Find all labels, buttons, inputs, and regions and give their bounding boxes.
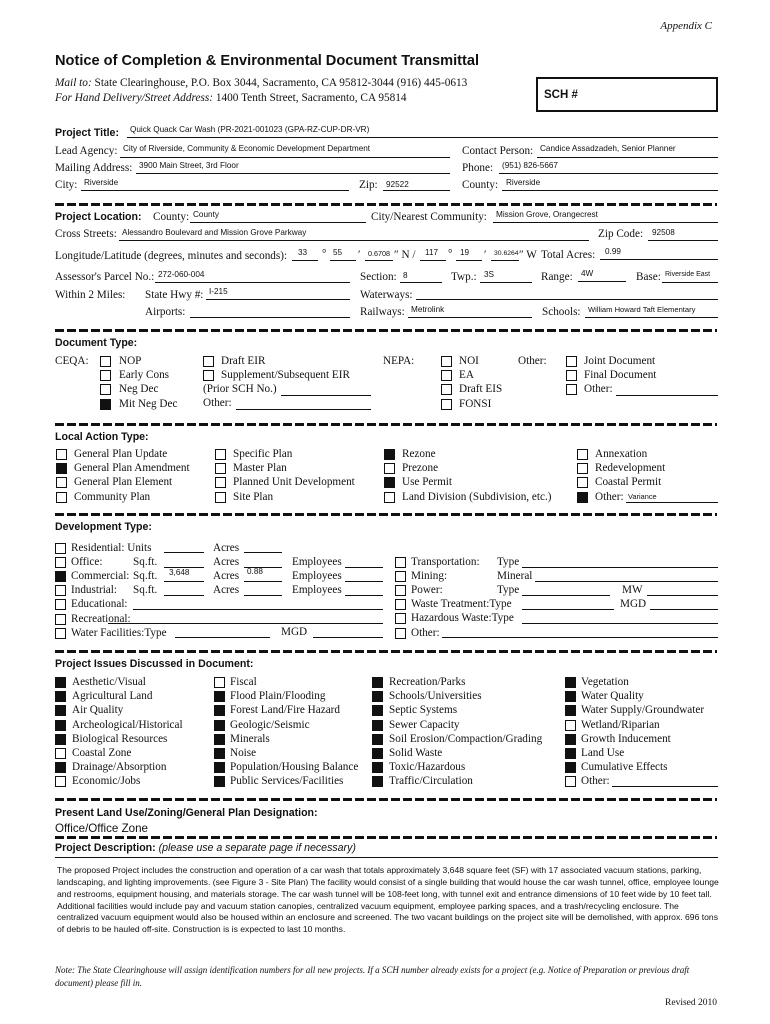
educational-checkbox[interactable] — [55, 599, 66, 610]
industrial-checkbox[interactable] — [55, 585, 66, 596]
traffic-circulation-label: Traffic/Circulation — [389, 775, 473, 788]
section-value[interactable]: 8 — [403, 271, 408, 280]
rezone-label: Rezone — [402, 448, 436, 460]
local-action-other-value[interactable]: Variance — [628, 492, 657, 501]
project-title-label: Project Title: — [55, 127, 119, 139]
section-divider — [55, 513, 717, 516]
minerals-label: Minerals — [230, 732, 270, 745]
nop-label: NOP — [119, 355, 142, 367]
city-label: City: — [55, 179, 78, 191]
location-county-value[interactable]: County — [193, 210, 219, 219]
community-value[interactable]: Mission Grove, Orangecrest — [496, 210, 598, 219]
residential-acres-label: Acres — [213, 542, 240, 554]
prezone-label: Prezone — [402, 462, 439, 475]
project-location-heading: Project Location: — [55, 211, 142, 223]
waste-treatment-type-label: Waste Treatment:Type — [411, 598, 512, 611]
toxic-hazardous-checkbox[interactable] — [372, 762, 383, 773]
industrial-sqft-label: Sq.ft. — [133, 584, 158, 596]
joint-document-checkbox[interactable] — [566, 356, 577, 367]
geologic-seismic-checkbox[interactable] — [214, 720, 225, 731]
lat-minutes[interactable]: 55 — [333, 248, 343, 257]
section-label: Section: — [360, 271, 397, 283]
total-acres-value[interactable]: 0.99 — [605, 247, 621, 256]
lon-minutes[interactable]: 19 — [460, 248, 470, 257]
phone-label: Phone: — [462, 162, 494, 174]
public-services-facilities-checkbox[interactable] — [214, 776, 225, 787]
wetland-riparian-label: Wetland/Riparian — [581, 718, 660, 731]
cross-streets-label: Cross Streets: — [55, 228, 117, 240]
other-label: Other: — [595, 490, 624, 503]
commercial-acres-label: Acres — [213, 570, 240, 582]
office-sqft-label: Sq.ft. — [133, 556, 158, 568]
other-checkbox[interactable] — [395, 628, 406, 639]
sch-label: SCH # — [544, 89, 578, 101]
other-label: Other: — [584, 383, 613, 396]
local-action-heading: Local Action Type: — [55, 431, 149, 443]
master-plan-checkbox[interactable] — [215, 463, 226, 474]
septic-systems-checkbox[interactable] — [372, 705, 383, 716]
project-description-text[interactable]: The proposed Project includes the construction and operation of a car wash that totals approximately 3,648 square feet (SF) with 17 associated vacuum stations, parking, landscaping, and lighting improvements. (see Figure 3 - Site Plan) The facility would consist of a single building that would house the car wash tunnel, office, employee lounge and restrooms, equipment housing, and materials storage. The car wash tunnel will be 108-feet long, with tunnel exit and entrance dimensions of 10 feet wide by 10 feet tall. Additional facilities would include pay and vacuum station canopies, centralized vacuum equipment, employee parking spaces, and a trash/recycling enclosure. The centralized vacuum equipment would also be housed within an enclosure and screened. The two vacant buildings on the project site will be demolished, with approx. 696 tons of debris to be hauled off-site. Construction is is expected to last 10 months. — [57, 865, 719, 935]
minerals-checkbox[interactable] — [214, 734, 225, 745]
site-plan-label: Site Plan — [233, 490, 274, 503]
sewer-capacity-label: Sewer Capacity — [389, 718, 460, 731]
hazardous-waste-type-checkbox[interactable] — [395, 613, 406, 624]
prezone-checkbox[interactable] — [384, 463, 395, 474]
nop-checkbox[interactable] — [100, 356, 111, 367]
air-quality-checkbox[interactable] — [55, 705, 66, 716]
mining-mineral-label: Mineral — [497, 570, 533, 582]
project-issues-heading: Project Issues Discussed in Document: — [55, 658, 254, 670]
use-permit-label: Use Permit — [402, 476, 453, 489]
industrial-employees-label: Employees — [292, 584, 342, 596]
schools-universities-checkbox[interactable] — [372, 691, 383, 702]
agricultural-land-checkbox[interactable] — [55, 691, 66, 702]
general-plan-element-label: General Plan Element — [74, 476, 173, 489]
water-supply-groundwater-checkbox[interactable] — [565, 705, 576, 716]
flood-plain-flooding-checkbox[interactable] — [214, 691, 225, 702]
sch-number-box[interactable] — [536, 77, 718, 112]
economic-jobs-checkbox[interactable] — [55, 776, 66, 787]
ea-label: EA — [459, 369, 474, 382]
community-plan-label: Community Plan — [74, 490, 151, 503]
other-label: Other: — [411, 626, 440, 639]
fiscal-label: Fiscal — [230, 676, 257, 688]
waste-treatment-type-checkbox[interactable] — [395, 599, 406, 610]
prior-sch-label: (Prior SCH No.) — [203, 383, 277, 395]
waste-mgd-label: MGD — [620, 598, 647, 610]
nepa-label: NEPA: — [383, 355, 415, 367]
general-plan-element-checkbox[interactable] — [56, 477, 67, 488]
commercial-employees-label: Employees — [292, 570, 342, 582]
section-divider — [55, 836, 717, 839]
zip-label: Zip: — [359, 179, 378, 191]
land-use-checkbox[interactable] — [565, 748, 576, 759]
archeological-historical-label: Archeological/Historical — [72, 718, 183, 731]
revised-label: Revised 2010 — [665, 998, 717, 1008]
rezone-checkbox[interactable] — [384, 449, 395, 460]
agricultural-land-label: Agricultural Land — [72, 690, 153, 703]
document-type-heading: Document Type: — [55, 337, 138, 349]
solid-waste-checkbox[interactable] — [372, 748, 383, 759]
joint-document-label: Joint Document — [584, 355, 656, 367]
apn-value[interactable]: 272-060-004 — [158, 270, 205, 279]
public-services-facilities-label: Public Services/Facilities — [230, 775, 344, 788]
soil-erosion-compaction-grading-label: Soil Erosion/Compaction/Grading — [389, 732, 543, 745]
draft-eir-label: Draft EIR — [221, 355, 266, 367]
other-label: Other: — [581, 775, 610, 788]
early-cons-checkbox[interactable] — [100, 370, 111, 381]
total-acres-label: Total Acres: — [541, 249, 596, 261]
ea-checkbox[interactable] — [441, 370, 452, 381]
contact-person-label: Contact Person: — [462, 145, 534, 157]
office-label: Office: — [71, 556, 103, 569]
location-zip-label: Zip Code: — [598, 228, 644, 240]
noi-checkbox[interactable] — [441, 356, 452, 367]
draft-eir-checkbox[interactable] — [203, 356, 214, 367]
section-divider — [55, 650, 717, 653]
lead-agency-value[interactable]: City of Riverside, Community & Economic Development Department — [123, 144, 371, 153]
water-quality-label: Water Quality — [581, 690, 644, 703]
neg-dec-label: Neg Dec — [119, 383, 159, 396]
degree-symbol: ° — [448, 248, 453, 260]
section-divider — [55, 798, 717, 801]
water-supply-groundwater-label: Water Supply/Groundwater — [581, 704, 705, 717]
ceqa-label: CEQA: — [55, 355, 89, 367]
base-label: Base: — [636, 271, 661, 283]
project-description-heading: Project Description: (please use a separate page if necessary) — [55, 842, 356, 854]
mail-to-line: Mail to: State Clearinghouse, P.O. Box 3044, Sacramento, CA 95812-3044 (916) 445-0613 — [55, 77, 468, 89]
latlong-label: Longitude/Latitude (degrees, minutes and seconds): — [55, 250, 288, 262]
schools-universities-label: Schools/Universities — [389, 690, 482, 703]
vegetation-checkbox[interactable] — [565, 677, 576, 688]
noise-checkbox[interactable] — [214, 748, 225, 759]
mailing-address-value[interactable]: 3900 Main Street, 3rd Floor — [139, 161, 239, 170]
biological-resources-checkbox[interactable] — [55, 734, 66, 745]
noise-label: Noise — [230, 747, 257, 759]
general-plan-amendment-checkbox[interactable] — [56, 463, 67, 474]
recreation-parks-label: Recreation/Parks — [389, 676, 466, 688]
specific-plan-label: Specific Plan — [233, 448, 293, 460]
section-divider — [55, 329, 717, 332]
population-housing-balance-label: Population/Housing Balance — [230, 761, 359, 774]
project-title-value[interactable]: Quick Quack Car Wash (PR-2021-001023 (GPA-RZ-CUP-DR-VR) — [130, 125, 370, 134]
minute-symbol: ′ — [484, 249, 487, 261]
city-value[interactable]: Riverside — [84, 178, 119, 187]
water-facilities-type-checkbox[interactable] — [55, 628, 66, 639]
land-division-subdivision-etc-checkbox[interactable] — [384, 492, 395, 503]
state-hwy-value[interactable]: I-215 — [209, 287, 228, 296]
development-type-heading: Development Type: — [55, 521, 152, 533]
lat-degrees[interactable]: 33 — [298, 248, 308, 257]
fiscal-checkbox[interactable] — [214, 677, 225, 688]
residential-units-checkbox[interactable] — [55, 543, 66, 554]
master-plan-label: Master Plan — [233, 462, 287, 475]
commercial-label: Commercial: — [71, 570, 130, 583]
county-label: County: — [462, 179, 499, 191]
water-mgd-label: MGD — [281, 626, 308, 638]
power-label: Power: — [411, 584, 443, 597]
recreational-checkbox[interactable] — [55, 614, 66, 625]
fonsi-label: FONSI — [459, 397, 492, 410]
land-division-subdivision-etc-label: Land Division (Subdivision, etc.) — [402, 490, 552, 503]
power-type-label: Type — [497, 584, 520, 596]
commercial-checkbox[interactable] — [55, 571, 66, 582]
final-document-label: Final Document — [584, 369, 657, 382]
recreation-parks-checkbox[interactable] — [372, 677, 383, 688]
geologic-seismic-label: Geologic/Seismic — [230, 718, 310, 731]
noi-label: NOI — [459, 355, 479, 367]
air-quality-label: Air Quality — [72, 704, 124, 717]
land-use-label: Land Use — [581, 747, 625, 759]
planned-unit-development-checkbox[interactable] — [215, 477, 226, 488]
coastal-zone-label: Coastal Zone — [72, 747, 132, 759]
railways-value[interactable]: Metrolink — [411, 305, 445, 314]
section-divider — [55, 203, 717, 206]
contact-person-value[interactable]: Candice Assadzadeh, Senior Planner — [540, 144, 676, 153]
recreational-label: Recreational: — [71, 612, 131, 625]
lead-agency-label: Lead Agency: — [55, 145, 118, 157]
county-value[interactable]: Riverside — [506, 178, 541, 187]
mit-neg-dec-checkbox[interactable] — [100, 399, 111, 410]
transportation-type-label: Type — [497, 556, 520, 568]
ceqa-other-label: Other: — [203, 397, 232, 409]
use-permit-checkbox[interactable] — [384, 477, 395, 488]
drainage-absorption-label: Drainage/Absorption — [72, 761, 167, 774]
redevelopment-checkbox[interactable] — [577, 463, 588, 474]
site-plan-checkbox[interactable] — [215, 492, 226, 503]
transportation-label: Transportation: — [411, 556, 480, 568]
mining-checkbox[interactable] — [395, 571, 406, 582]
north-label: ″ N / — [394, 249, 416, 261]
cumulative-effects-label: Cumulative Effects — [581, 761, 668, 774]
hazardous-waste-type-label: Hazardous Waste:Type — [411, 612, 514, 625]
growth-inducement-checkbox[interactable] — [565, 734, 576, 745]
supplement-eir-checkbox[interactable] — [203, 370, 214, 381]
industrial-label: Industrial: — [71, 584, 117, 597]
community-plan-checkbox[interactable] — [56, 492, 67, 503]
aesthetic-visual-label: Aesthetic/Visual — [72, 676, 146, 688]
forest-land-fire-hazard-checkbox[interactable] — [214, 705, 225, 716]
office-acres-label: Acres — [213, 556, 240, 568]
section-divider — [55, 423, 717, 426]
flood-plain-flooding-label: Flood Plain/Flooding — [230, 690, 326, 703]
land-use-heading: Present Land Use/Zoning/General Plan Designation: — [55, 807, 318, 819]
lon-degrees[interactable]: 117 — [425, 248, 439, 257]
land-use-value[interactable]: Office/Office Zone — [55, 822, 149, 835]
planned-unit-development-label: Planned Unit Development — [233, 476, 355, 489]
schools-label: Schools: — [542, 306, 581, 318]
office-employees-label: Employees — [292, 556, 342, 568]
early-cons-label: Early Cons — [119, 369, 170, 382]
waterways-label: Waterways: — [360, 289, 413, 301]
mit-neg-dec-label: Mit Neg Dec — [119, 397, 178, 410]
airports-label: Airports: — [145, 306, 186, 318]
coastal-zone-checkbox[interactable] — [55, 748, 66, 759]
west-label: ″ W — [519, 249, 537, 261]
coastal-permit-checkbox[interactable] — [577, 477, 588, 488]
range-value[interactable]: 4W — [581, 269, 594, 278]
office-checkbox[interactable] — [55, 557, 66, 568]
schools-value[interactable]: William Howard Taft Elementary — [588, 305, 696, 314]
aesthetic-visual-checkbox[interactable] — [55, 677, 66, 688]
forest-land-fire-hazard-label: Forest Land/Fire Hazard — [230, 704, 340, 717]
hand-delivery-line: For Hand Delivery/Street Address: 1400 Tenth Street, Sacramento, CA 95814 — [55, 92, 407, 104]
community-label: City/Nearest Community: — [371, 211, 487, 223]
range-label: Range: — [541, 271, 573, 283]
vegetation-label: Vegetation — [581, 676, 629, 688]
doc-other-label: Other: — [518, 355, 547, 367]
railways-label: Railways: — [360, 306, 405, 318]
soil-erosion-compaction-grading-checkbox[interactable] — [372, 734, 383, 745]
phone-value[interactable]: (951) 826-5667 — [502, 161, 558, 170]
commercial-acres-value[interactable]: 0.88 — [247, 567, 263, 576]
drainage-absorption-checkbox[interactable] — [55, 762, 66, 773]
solid-waste-label: Solid Waste — [389, 747, 443, 759]
specific-plan-checkbox[interactable] — [215, 449, 226, 460]
wetland-riparian-checkbox[interactable] — [565, 720, 576, 731]
power-checkbox[interactable] — [395, 585, 406, 596]
growth-inducement-label: Growth Inducement — [581, 732, 671, 745]
fonsi-checkbox[interactable] — [441, 399, 452, 410]
annexation-checkbox[interactable] — [577, 449, 588, 460]
base-value[interactable]: Riverside East — [665, 271, 711, 278]
lon-seconds[interactable]: 30.6264 — [494, 250, 519, 257]
toxic-hazardous-label: Toxic/Hazardous — [389, 761, 466, 774]
commercial-sqft-value[interactable]: 3,648 — [169, 568, 190, 577]
power-mw-label: MW — [622, 584, 643, 596]
form-title: Notice of Completion & Environmental Document Transmittal — [55, 53, 480, 69]
zip-value[interactable]: 92522 — [386, 180, 409, 189]
degree-symbol: ° — [322, 248, 327, 260]
archeological-historical-checkbox[interactable] — [55, 720, 66, 731]
minute-symbol: ′ — [358, 249, 361, 261]
final-document-checkbox[interactable] — [566, 370, 577, 381]
general-plan-update-label: General Plan Update — [74, 448, 168, 460]
lat-seconds[interactable]: 0.6708 — [368, 249, 390, 258]
redevelopment-label: Redevelopment — [595, 462, 666, 475]
transportation-checkbox[interactable] — [395, 557, 406, 568]
commercial-sqft-label: Sq.ft. — [133, 570, 158, 582]
general-plan-update-checkbox[interactable] — [56, 449, 67, 460]
cumulative-effects-checkbox[interactable] — [565, 762, 576, 773]
twp-value[interactable]: 3S — [484, 270, 495, 279]
coastal-permit-label: Coastal Permit — [595, 476, 662, 489]
state-hwy-label: State Hwy #: — [145, 289, 204, 301]
draft-eis-label: Draft EIS — [459, 383, 503, 396]
residential-units-label: Residential: Units — [71, 542, 152, 554]
location-county-label: County: — [153, 211, 190, 223]
cross-streets-value[interactable]: Alessandro Boulevard and Mission Grove Parkway — [122, 228, 307, 237]
water-quality-checkbox[interactable] — [565, 691, 576, 702]
sewer-capacity-checkbox[interactable] — [372, 720, 383, 731]
traffic-circulation-checkbox[interactable] — [372, 776, 383, 787]
water-facilities-type-label: Water Facilities:Type — [71, 626, 167, 639]
apn-label: Assessor's Parcel No.: — [55, 271, 155, 283]
appendix-label: Appendix C — [660, 20, 712, 32]
other-checkbox[interactable] — [566, 384, 577, 395]
mining-label: Mining: — [411, 570, 448, 583]
footer-note: Note: The State Clearinghouse will assign identification numbers for all new projects. If a SCH number already exists for a project (e.g. Notice of Preparation or previous draft document) please fill in. — [55, 965, 690, 989]
supplement-eir-label: Supplement/Subsequent EIR — [221, 369, 350, 381]
general-plan-amendment-label: General Plan Amendment — [74, 462, 190, 475]
industrial-acres-label: Acres — [213, 584, 240, 596]
septic-systems-label: Septic Systems — [389, 704, 458, 717]
economic-jobs-label: Economic/Jobs — [72, 775, 141, 788]
neg-dec-checkbox[interactable] — [100, 384, 111, 395]
description-rule — [55, 857, 718, 858]
educational-label: Educational: — [71, 598, 128, 611]
other-checkbox[interactable] — [577, 492, 588, 503]
annexation-label: Annexation — [595, 448, 648, 460]
draft-eis-checkbox[interactable] — [441, 384, 452, 395]
other-checkbox[interactable] — [565, 776, 576, 787]
mailing-address-label: Mailing Address: — [55, 162, 133, 174]
twp-label: Twp.: — [451, 271, 477, 283]
population-housing-balance-checkbox[interactable] — [214, 762, 225, 773]
within-2-miles-label: Within 2 Miles: — [55, 289, 126, 301]
location-zip-value[interactable]: 92508 — [652, 228, 675, 237]
biological-resources-label: Biological Resources — [72, 732, 168, 745]
